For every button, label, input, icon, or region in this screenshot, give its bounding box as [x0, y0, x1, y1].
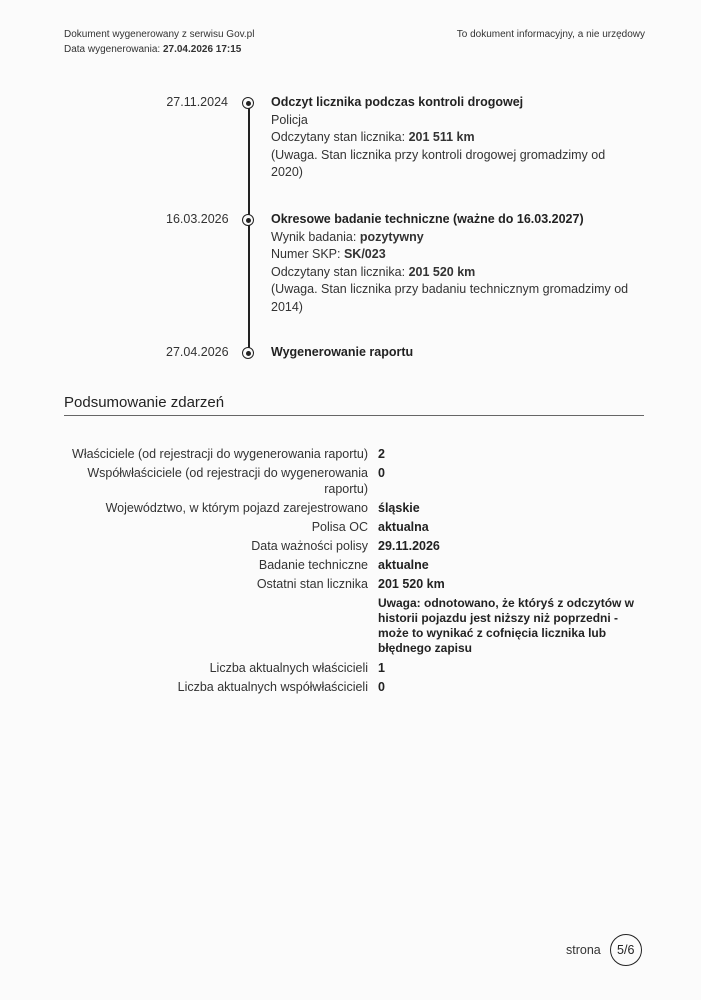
header-disclaimer: To dokument informacyjny, a nie urzędowy: [456, 29, 645, 40]
event-date: 27.04.2026: [166, 345, 229, 359]
event-odometer: [271, 264, 631, 282]
skp-label: Numer SKP:: [271, 247, 341, 261]
event-odometer: [271, 129, 631, 147]
summary-label: Współwłaściciele (od rejestracji do wygenerowania raportu): [87, 466, 368, 496]
summary-row: [64, 539, 644, 555]
summary-value: 0: [378, 679, 385, 694]
summary-row: [64, 447, 644, 463]
event-result: [271, 229, 631, 247]
summary-label: Województwo, w którym pojazd zarejestrowano: [105, 500, 368, 515]
summary-label: Liczba aktualnych współwłaścicieli: [177, 679, 368, 694]
summary-row: [64, 466, 644, 497]
page-footer: [566, 934, 642, 966]
summary-value: śląskie: [378, 500, 420, 515]
event-note: (Uwaga. Stan licznika przy badaniu technicznym gromadzimy od 2014): [271, 282, 629, 314]
summary-label: Ostatni stan licznika: [256, 576, 368, 591]
summary-label: Właściciele (od rejestracji do wygenerowania raportu): [72, 447, 368, 461]
summary-row: [64, 520, 644, 536]
summary-row: [64, 558, 644, 574]
event-date: 27.11.2024: [166, 95, 228, 109]
page-number-badge: 5/6: [610, 934, 642, 966]
summary-divider: [64, 415, 644, 416]
generated-value: 27.04.2026 17:15: [162, 44, 242, 55]
source-line: Dokument wygenerowany z serwisu Gov.pl: [64, 29, 255, 40]
event-title: Wygenerowanie raportu: [271, 345, 414, 359]
odometer-value: 201 520 km: [408, 264, 476, 279]
generated-label: Data wygenerowania:: [64, 44, 161, 55]
summary-label: Data ważności polisy: [251, 538, 368, 553]
timeline-dot-icon: [242, 347, 254, 359]
odometer-value: 201 511 km: [408, 130, 475, 144]
event-details: [271, 94, 631, 182]
event-title: Odczyt licznika podczas kontroli drogowej: [271, 95, 524, 109]
summary-table: [64, 447, 644, 699]
summary-title: Podsumowanie zdarzeń: [64, 394, 225, 411]
odometer-label: Odczytany stan licznika:: [271, 264, 406, 279]
summary-row: [64, 661, 644, 677]
summary-value: 1: [378, 660, 385, 675]
timeline-dot-icon: [242, 97, 254, 109]
summary-value: 2: [378, 447, 385, 461]
result-value: pozytywny: [359, 229, 424, 244]
event-skp: [271, 246, 631, 264]
summary-label: Badanie techniczne: [258, 557, 368, 572]
summary-label: Polisa OC: [311, 519, 368, 534]
summary-value: aktualne: [378, 557, 429, 572]
event-details: [271, 344, 631, 362]
event-details: [271, 211, 631, 316]
summary-label: Liczba aktualnych właścicieli: [209, 660, 368, 675]
generated-date-line: [64, 42, 254, 57]
event-title: Okresowe badanie techniczne (ważne do 16.03.2027): [271, 212, 584, 226]
summary-row: [64, 577, 644, 593]
skp-value: SK/023: [343, 247, 386, 261]
summary-value: 29.11.2026: [378, 538, 440, 553]
event-date: 16.03.2026: [166, 212, 229, 226]
summary-value: 201 520 km: [378, 576, 445, 591]
summary-row: [64, 501, 644, 517]
event-source: Policja: [271, 112, 308, 127]
odometer-label: Odczytany stan licznika:: [271, 130, 406, 144]
timeline-dot-icon: [242, 214, 254, 226]
summary-row: [64, 680, 644, 696]
odometer-warning-note: Uwaga: odnotowano, że któryś z odczytów w historii pojazdu jest niższy niż poprzedni - może to wynikać z cofnięcia licznika lub błędnego zapisu: [378, 595, 635, 655]
summary-value: 0: [378, 466, 385, 480]
header-source: [64, 27, 254, 57]
summary-value: aktualna: [378, 519, 429, 534]
result-label: Wynik badania:: [271, 229, 357, 244]
event-note: (Uwaga. Stan licznika przy kontroli drogowej gromadzimy od 2020): [271, 147, 606, 179]
timeline-line: [248, 101, 250, 354]
page-label: strona: [566, 943, 601, 957]
